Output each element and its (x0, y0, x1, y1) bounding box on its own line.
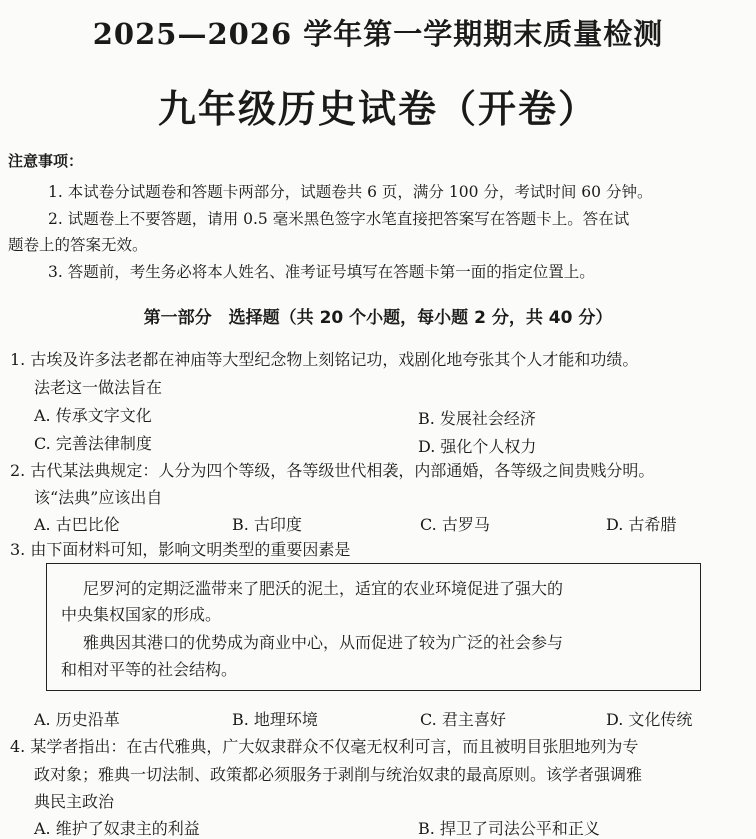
question-1-option-c[interactable]: C. 完善法律制度 (34, 434, 152, 453)
question-2-stem-line1: 2. 古代某法典规定：人分为四个等级，各等级世代相袭，内部通婚，各等级之间贵贱分明。 (10, 461, 655, 480)
note-item-3: 3. 答题前，考生务必将本人姓名、准考证号填写在答题卡第一面的指定位置上。 (48, 263, 595, 281)
notes-heading: 注意事项： (8, 152, 84, 170)
exam-title-line2: 九年级历史试卷（开卷） (157, 87, 598, 131)
question-2-option-c[interactable]: C. 古罗马 (420, 515, 490, 534)
question-3-option-a[interactable]: A. 历史沿革 (34, 710, 120, 729)
section-title: 第一部分 选择题（共 20 个小题，每小题 2 分，共 40 分） (143, 308, 613, 328)
question-3-option-c[interactable]: C. 君主喜好 (420, 710, 506, 729)
exam-title-line1: 2025—2026 学年第一学期期末质量检测 (92, 17, 664, 51)
question-2-option-a[interactable]: A. 古巴比伦 (34, 515, 120, 534)
question-1-option-a[interactable]: A. 传承文字文化 (34, 406, 152, 425)
question-1-option-b[interactable]: B. 发展社会经济 (418, 409, 536, 428)
question-3-stem: 3. 由下面材料可知，影响文明类型的重要因素是 (10, 540, 351, 559)
note-item-2-line1: 2. 试题卷上不要答题，请用 0.5 毫米黑色签字水笔直接把答案写在答题卡上。答在试 (48, 210, 630, 228)
question-4-option-b[interactable]: B. 捍卫了司法公平和正义 (418, 819, 600, 838)
question-3-option-b[interactable]: B. 地理环境 (232, 710, 318, 729)
question-1-stem-line2: 法老这一做法旨在 (34, 378, 163, 397)
question-4-option-a[interactable]: A. 维护了奴隶主的利益 (34, 819, 200, 838)
question-2-stem-line2: 该“法典”应该出自 (34, 488, 163, 507)
note-item-1: 1. 本试卷分试题卷和答题卡两部分，试题卷共 6 页，满分 100 分，考试时间 60 分钟。 (48, 183, 653, 201)
question-4-stem-line1: 4. 某学者指出：在古代雅典，广大奴隶群众不仅毫无权利可言，而且被明目张胆地列为专 (10, 737, 639, 756)
question-4-stem-line2: 政对象；雅典一切法制、政策都必须服务于剥削与统治奴隶的最高原则。该学者强调雅 (34, 765, 643, 784)
question-3-material-box (46, 563, 701, 691)
question-2-option-b[interactable]: B. 古印度 (232, 515, 302, 534)
material-paragraph-2-line2: 和相对平等的社会结构。 (61, 660, 238, 679)
material-paragraph-2-line1: 雅典因其港口的优势成为商业中心，从而促进了较为广泛的社会参与 (83, 633, 564, 652)
question-1-option-d[interactable]: D. 强化个人权力 (418, 437, 537, 456)
question-1-stem-line1: 1. 古埃及许多法老都在神庙等大型纪念物上刻铭记功，戏剧化地夸张其个人才能和功绩。 (10, 350, 639, 369)
question-4-stem-line3: 典民主政治 (34, 792, 115, 811)
question-3-option-d[interactable]: D. 文化传统 (606, 710, 693, 729)
note-item-2-line2: 题卷上的答案无效。 (8, 236, 148, 254)
material-paragraph-1-line2: 中央集权国家的形成。 (61, 605, 222, 624)
question-2-option-d[interactable]: D. 古希腊 (606, 515, 677, 534)
material-paragraph-1-line1: 尼罗河的定期泛滥带来了肥沃的泥土，适宜的农业环境促进了强大的 (83, 579, 564, 598)
